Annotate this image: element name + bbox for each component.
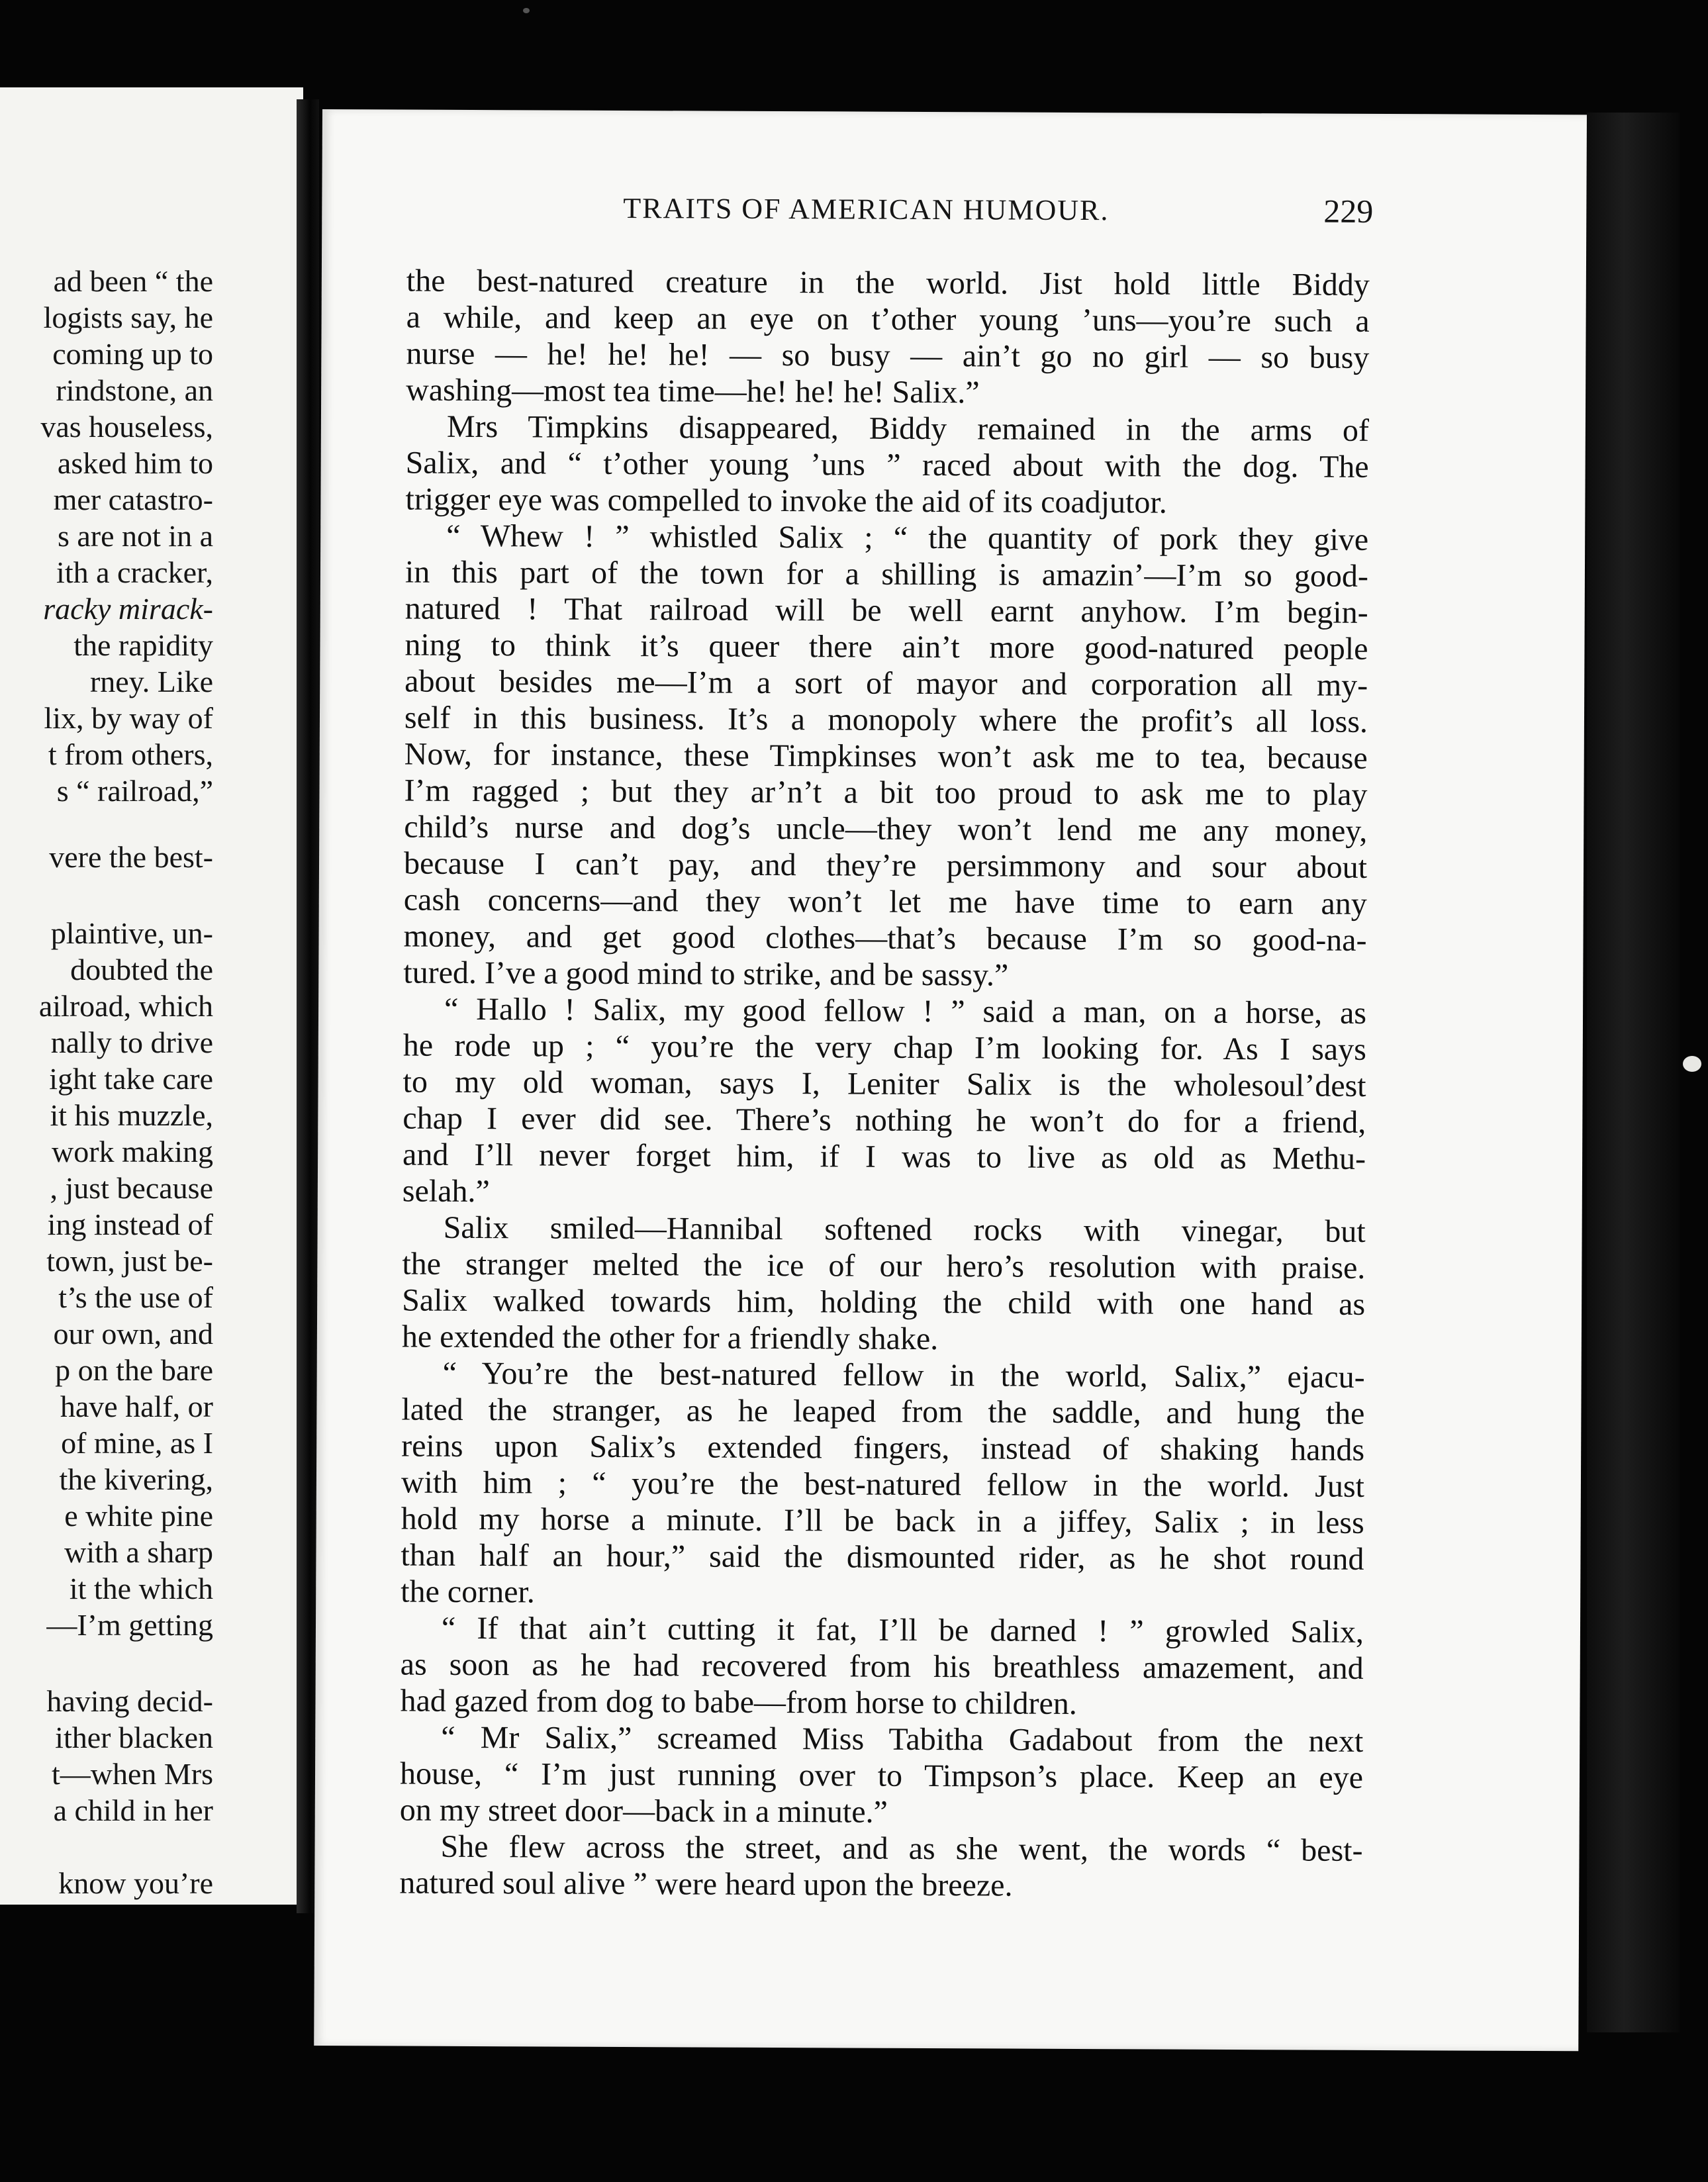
text-line: “ Whew ! ” whistled Salix ; “ the quantity of pork they give	[446, 518, 1369, 557]
left-page-line: logists say, he	[43, 301, 213, 334]
left-page-line: our own, and	[53, 1317, 213, 1351]
running-head: TRAITS OF AMERICAN HUMOUR.	[623, 191, 1110, 227]
text-line: and I’ll never forget him, if I was to live as old as Methu-	[402, 1137, 1366, 1176]
left-page-line: the kivering,	[59, 1462, 213, 1496]
text-line: lated the stranger, as he leaped from the saddle, and hung the	[401, 1392, 1365, 1431]
text-line: washing—most tea time—he! he! he! Salix.”	[406, 372, 980, 410]
left-page-line: t from others,	[48, 737, 213, 771]
left-page-line: lix, by way of	[44, 701, 213, 735]
scan-speck	[1683, 1056, 1701, 1072]
text-line: he rode up ; “ you’re the very chap I’m looking for. As I says	[403, 1027, 1366, 1067]
text-line: “ You’re the best-natured fellow in the world, Salix,” ejacu-	[442, 1355, 1365, 1395]
left-page-line: know you’re	[58, 1866, 213, 1900]
text-line: a while, and keep an eye on t’other young ’uns—you’re such a	[406, 299, 1370, 339]
left-page-line: ither blacken	[55, 1721, 213, 1754]
text-line: the stranger melted the ice of our hero’s resolution with praise.	[402, 1246, 1366, 1286]
left-page-line: the rapidity	[73, 628, 213, 662]
text-line: cash concerns—and they won’t let me have time to earn any	[403, 882, 1367, 922]
left-page-line: vas houseless,	[40, 410, 213, 444]
text-line: he extended the other for a friendly shake.	[401, 1319, 939, 1357]
text-line: in this part of the town for a shilling is amazin’—I’m so good-	[404, 554, 1369, 594]
left-page-line: s “ railroad,”	[56, 774, 213, 808]
text-line: house, “ I’m just running over to Timpson’s place. Keep an eye	[399, 1756, 1364, 1795]
text-line: on my street door—back in a minute.”	[399, 1792, 888, 1830]
left-page-line: town, just be-	[46, 1244, 213, 1278]
text-line: as soon as he had recovered from his breathless amazement, and	[400, 1646, 1364, 1686]
text-line: nurse — he! he! he! — so busy — ain’t go no girl — so busy	[406, 336, 1370, 375]
left-page-line: ight take care	[49, 1062, 213, 1096]
left-page-line: vere the best-	[49, 840, 213, 874]
text-line: Salix smiled—Hannibal softened rocks with vinegar, but	[443, 1210, 1366, 1249]
left-page-line: having decid-	[46, 1684, 213, 1718]
text-line: I’m ragged ; but they ar’n’t a bit too proud to ask me to play	[404, 773, 1368, 812]
left-page-line: it his muzzle,	[50, 1098, 213, 1132]
left-page-line: rney. Like	[89, 665, 213, 698]
left-page-line: rindstone, an	[56, 373, 213, 407]
text-line: the corner.	[401, 1574, 535, 1610]
page-edge-shadow	[1587, 113, 1680, 2032]
text-line: Mrs Timpkins disappeared, Biddy remained in the arms of	[446, 408, 1370, 448]
left-page-line: t—when Mrs	[51, 1757, 213, 1791]
text-line: natured ! That railroad will be well earnt anyhow. I’m begin-	[404, 591, 1368, 630]
left-page-line: have half, or	[60, 1390, 213, 1423]
left-page-line: ad been “ the	[53, 264, 213, 298]
scan-speck	[523, 8, 530, 13]
text-line: trigger eye was compelled to invoke the aid of its coadjutor.	[405, 481, 1167, 520]
text-line: self in this business. It’s a monopoly where the profit’s all loss.	[404, 700, 1368, 739]
text-line: reins upon Salix’s extended fingers, instead of shaking hands	[401, 1428, 1365, 1468]
page-number: 229	[1323, 192, 1374, 230]
text-line: “ Mr Salix,” screamed Miss Tabitha Gadabout from the next	[441, 1719, 1364, 1759]
text-line: hold my horse a minute. I’ll be back in a jiffey, Salix ; in less	[401, 1501, 1364, 1541]
left-page-line: with a sharp	[64, 1535, 213, 1569]
page-body-text	[399, 263, 1370, 1903]
left-page-line: coming up to	[52, 337, 213, 371]
left-page-line: p on the bare	[55, 1353, 213, 1387]
text-line: with him ; “ you’re the best-natured fellow in the world. Just	[401, 1464, 1365, 1504]
text-line: She flew across the street, and as she went, the words “ best-	[440, 1828, 1363, 1868]
text-line: child’s nurse and dog’s uncle—they won’t lend me any money,	[404, 809, 1368, 849]
left-page-line: ing instead of	[47, 1208, 213, 1241]
left-page-line: —I’m getting	[46, 1608, 213, 1642]
left-page-line: mer catastro-	[53, 483, 213, 516]
left-page-line: it the which	[69, 1572, 213, 1605]
left-page-line: s are not in a	[57, 519, 213, 553]
text-line: than half an hour,” said the dismounted rider, as he shot round	[401, 1537, 1364, 1577]
text-line: the best-natured creature in the world. Jist hold little Biddy	[406, 263, 1370, 303]
text-line: tured. I’ve a good mind to strike, and be sassy.”	[403, 955, 1009, 993]
text-line: natured soul alive ” were heard upon the breeze.	[399, 1865, 1013, 1903]
left-page-line: ailroad, which	[38, 989, 213, 1023]
left-page-line: asked him to	[57, 446, 213, 480]
text-line: about besides me—I’m a sort of mayor and corporation all my-	[404, 663, 1368, 703]
text-line: chap I ever did see. There’s nothing he won’t do for a friend,	[403, 1100, 1366, 1140]
left-page-line: a child in her	[53, 1793, 213, 1827]
text-line: selah.”	[402, 1173, 490, 1210]
left-page-line: doubted the	[70, 953, 213, 986]
left-page-line: nally to drive	[50, 1025, 213, 1059]
text-line: “ Hallo ! Salix, my good fellow ! ” said a man, on a horse, as	[444, 991, 1367, 1031]
text-line: because I can’t pay, and they’re persimmony and sour about	[403, 845, 1368, 885]
left-page-line: plaintive, un-	[50, 916, 213, 950]
right-page	[314, 109, 1587, 2051]
text-line: ning to think it’s queer there ain’t more good-natured people	[404, 627, 1368, 667]
text-line: money, and get good clothes—that’s because I’m so good-na-	[403, 918, 1367, 958]
left-page-line: of mine, as I	[61, 1426, 213, 1460]
left-page-line: t’s the use of	[58, 1280, 213, 1314]
text-line: “ If that ain’t cutting it fat, I’ll be darned ! ” growled Salix,	[441, 1610, 1364, 1650]
text-line: Now, for instance, these Timpkinses won’t ask me to tea, because	[404, 736, 1368, 776]
text-line: Salix, and “ t’other young ’uns ” raced about with the dog. The	[405, 445, 1369, 485]
left-page-line: work making	[51, 1135, 213, 1168]
left-page-line: e white pine	[64, 1499, 213, 1533]
text-line: had gazed from dog to babe—from horse to children.	[400, 1683, 1077, 1721]
left-page-line: racky mirack-	[43, 592, 213, 626]
text-line: Salix walked towards him, holding the child with one hand as	[402, 1282, 1366, 1322]
left-page-line: , just because	[50, 1171, 213, 1205]
text-line: to my old woman, says I, Leniter Salix is the wholesoul’dest	[403, 1064, 1366, 1104]
left-page	[0, 87, 303, 1905]
left-page-line: ith a cracker,	[56, 555, 213, 589]
